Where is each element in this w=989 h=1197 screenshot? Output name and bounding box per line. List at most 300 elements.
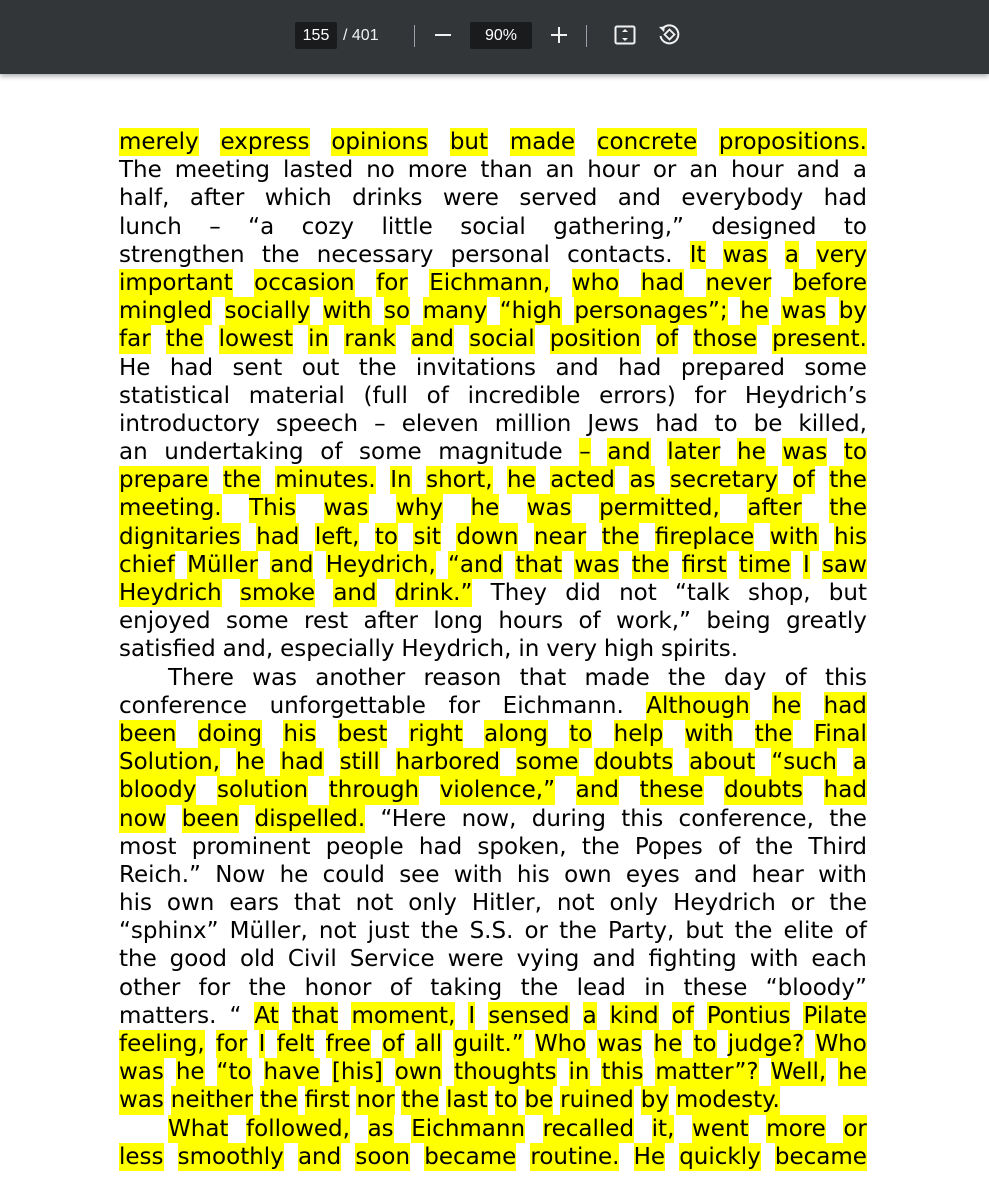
highlighted-word: for [215, 1031, 248, 1057]
word: the [668, 664, 706, 691]
zoom-in-icon [549, 25, 569, 45]
toolbar-divider [586, 25, 587, 47]
highlighted-word: near [533, 523, 587, 550]
word: “Here [380, 805, 447, 832]
word: reason [423, 664, 502, 691]
word: see [399, 861, 440, 888]
highlighted-word: and [607, 439, 651, 466]
highlighted-word: prepare [119, 467, 209, 494]
word: had [418, 833, 463, 860]
highlighted-word: followed, [246, 1115, 350, 1142]
highlighted-word: before [792, 269, 867, 296]
word: “sphinx” [119, 918, 219, 945]
word: this [825, 664, 867, 691]
highlighted-word: nor [356, 1087, 395, 1114]
word: meeting [174, 157, 271, 184]
text-line [119, 128, 867, 156]
word: had [169, 354, 214, 381]
word: with [818, 861, 867, 888]
highlighted-word: far [119, 326, 151, 353]
highlighted-word: recalled [542, 1115, 635, 1142]
text-line [119, 945, 867, 973]
highlighted-word: was [574, 551, 620, 578]
word: not [355, 890, 394, 917]
highlighted-word: short, [426, 467, 493, 494]
highlighted-word: dispelled. [254, 805, 366, 832]
text-line [119, 494, 867, 522]
word: his [516, 861, 550, 888]
highlighted-word: about [689, 749, 756, 776]
highlighted-word: he [653, 1031, 683, 1057]
highlighted-word: time [738, 551, 791, 578]
word: these [683, 974, 748, 1001]
word: eyes [625, 861, 680, 888]
text-line [119, 1143, 867, 1171]
word: that [519, 664, 567, 691]
highlighted-word: He [633, 1143, 666, 1170]
word: fighting [648, 946, 737, 973]
text-line [119, 1030, 867, 1058]
word: only [408, 890, 457, 917]
highlighted-word: bloody [119, 777, 197, 804]
word: with [453, 861, 503, 888]
word: spoken, [477, 833, 567, 860]
highlighted-word: smoothly [177, 1143, 284, 1170]
text-line [119, 692, 867, 720]
highlighted-word: express [220, 129, 310, 155]
highlighted-word: he [175, 1059, 205, 1086]
highlighted-word: At [254, 1002, 279, 1029]
word: honor [304, 974, 372, 1001]
highlighted-word: modesty. [675, 1087, 780, 1114]
word: some [225, 608, 289, 635]
word: work,” [616, 608, 691, 635]
word: very [546, 636, 598, 663]
word: elite [783, 918, 834, 945]
word: eleven [401, 410, 479, 437]
highlighted-word: doubts [724, 777, 804, 804]
highlighted-word: had [256, 523, 300, 550]
text-line [119, 833, 867, 861]
highlighted-word: had [823, 777, 867, 804]
highlighted-word: violence,” [439, 777, 556, 804]
word: little [381, 213, 433, 240]
text-line [119, 297, 867, 325]
word: prominent [191, 833, 311, 860]
word: (full [363, 382, 408, 409]
word: hour [730, 157, 784, 184]
highlighted-word: acted [550, 467, 615, 494]
highlighted-word: and [333, 580, 377, 606]
highlighted-word: that [515, 551, 563, 578]
highlighted-word: “high [499, 298, 562, 325]
highlighted-word: he [772, 692, 802, 719]
word: not [619, 580, 657, 606]
text-line [119, 1086, 867, 1114]
highlighted-word: best [337, 720, 388, 747]
word: an [689, 157, 718, 184]
highlighted-word: for [376, 269, 408, 296]
word: or [524, 918, 549, 945]
word: Heydrich’s [744, 382, 867, 409]
highlighted-word: I [258, 1031, 266, 1057]
word: Müller, [229, 918, 308, 945]
highlighted-word: routine. [530, 1143, 620, 1170]
document-page [119, 128, 867, 1171]
word: incredible [467, 382, 581, 409]
highlighted-word: fireplace [654, 523, 755, 550]
highlighted-word: why [396, 495, 443, 522]
highlighted-word: thoughts [454, 1059, 557, 1086]
word: some [359, 439, 422, 466]
highlighted-word: the [631, 551, 670, 578]
highlighted-word: matter”? [655, 1059, 759, 1086]
highlighted-word: chief [119, 551, 175, 578]
highlighted-word: but [449, 129, 489, 155]
text-line [119, 889, 867, 917]
highlighted-word: drink.” [394, 580, 473, 606]
highlighted-word: as [367, 1115, 394, 1142]
word: “a [248, 213, 275, 240]
text-line [119, 269, 867, 297]
text-line [119, 438, 867, 466]
zoom-out-button[interactable] [427, 19, 459, 51]
highlighted-word: Well, [770, 1059, 827, 1086]
highlighted-word: as [629, 467, 656, 494]
word: were [447, 946, 504, 973]
page-number-input[interactable]: 155 [295, 22, 337, 49]
word: introductory [119, 410, 260, 437]
highlighted-word: to [693, 1031, 717, 1057]
word: now, [461, 805, 517, 832]
highlighted-word: all [415, 1031, 443, 1057]
word: high [603, 636, 655, 663]
word: “talk [675, 580, 730, 606]
highlighted-word: he [838, 1059, 867, 1086]
word: the [829, 890, 867, 917]
highlighted-word: propositions. [718, 129, 867, 155]
highlighted-word: the [829, 495, 867, 522]
highlighted-word: through [328, 777, 420, 804]
text-line [119, 748, 867, 776]
highlighted-word: right [408, 720, 463, 747]
word: being [706, 608, 771, 635]
text-line [119, 551, 867, 579]
highlighted-word: of [671, 1002, 694, 1029]
word: the [520, 974, 559, 1001]
word: Now [215, 861, 266, 888]
highlighted-word: In [390, 467, 412, 494]
highlighted-word: Pilate [803, 1002, 867, 1029]
word: satisfied [119, 636, 216, 663]
word: most [119, 833, 177, 860]
highlighted-word: Heydrich [119, 580, 222, 606]
highlighted-word: mingled [119, 298, 213, 325]
highlighted-word: was [119, 1059, 164, 1086]
highlighted-word: with [769, 523, 819, 550]
highlighted-word: meeting. [119, 495, 222, 522]
word: not [556, 890, 595, 917]
word: another [315, 664, 406, 691]
highlighted-word: Pontius [706, 1002, 791, 1029]
word: his [119, 890, 152, 917]
highlighted-word: was [119, 1087, 164, 1114]
text-line [119, 664, 867, 692]
word: speech [276, 410, 359, 437]
word: Reich.” [119, 861, 201, 888]
word: spirits. [660, 636, 739, 663]
highlighted-word: doubts [594, 749, 674, 776]
word: cozy [301, 213, 355, 240]
word: They [490, 580, 548, 606]
highlighted-word: social [469, 326, 535, 353]
highlighted-word: the [165, 326, 204, 353]
highlighted-word: was [597, 1031, 643, 1057]
highlighted-word: own [394, 1059, 443, 1086]
highlighted-word: became [424, 1143, 517, 1170]
word: good [169, 946, 228, 973]
word: but [828, 580, 867, 606]
word: material [248, 382, 345, 409]
word: had [618, 354, 662, 381]
highlighted-word: first [681, 551, 727, 578]
highlighted-word: that [291, 1002, 339, 1029]
word: the [358, 354, 397, 381]
page-total: / 401 [343, 27, 379, 44]
highlighted-word: “and [448, 551, 504, 578]
highlighted-word: feeling, [119, 1031, 205, 1057]
word: for [448, 692, 481, 719]
highlighted-word: secretary [669, 467, 778, 494]
highlighted-word: the [260, 1087, 298, 1114]
word: personal [450, 241, 550, 268]
highlighted-word: last [446, 1087, 488, 1114]
word: The [119, 157, 162, 184]
word: served [519, 185, 598, 212]
highlighted-word: more [766, 1115, 826, 1142]
word: a [852, 157, 867, 184]
highlighted-word: those [693, 326, 758, 353]
zoom-level-input[interactable]: 90% [470, 22, 532, 49]
highlighted-word: rank [344, 326, 396, 353]
highlighted-word: still [339, 749, 380, 776]
word: were [442, 185, 499, 212]
word: and [555, 354, 599, 381]
word: Party, [607, 918, 675, 945]
text-line [119, 354, 867, 382]
word: and [694, 861, 738, 888]
highlighted-word: a [582, 1002, 597, 1029]
word: for [694, 382, 727, 409]
highlighted-word: the [601, 523, 640, 550]
highlighted-word: he [737, 439, 766, 466]
highlighted-word: later [667, 439, 721, 466]
word: the [261, 241, 300, 268]
word: lunch [119, 213, 182, 240]
highlighted-word: after [747, 495, 802, 522]
highlighted-word: it, [651, 1115, 675, 1142]
word: Service [349, 946, 435, 973]
highlighted-word: present. [772, 326, 867, 353]
highlighted-word: been [181, 805, 240, 832]
text-line [119, 1002, 867, 1030]
fit-page-icon [613, 23, 637, 47]
word: an [119, 439, 148, 466]
word: did [565, 580, 601, 606]
highlighted-word: down [456, 523, 519, 550]
zoom-in-button[interactable] [543, 19, 575, 51]
word: hour [587, 157, 640, 184]
word: matters. [119, 1002, 217, 1029]
highlighted-word: free [325, 1031, 371, 1057]
word: out [301, 354, 340, 381]
highlighted-word: less [119, 1143, 164, 1170]
word: Third [808, 833, 867, 860]
word: strengthen [119, 241, 245, 268]
fit-page-button[interactable] [609, 19, 641, 51]
word: vying [516, 946, 580, 973]
word: of [389, 974, 412, 1001]
word: and [592, 946, 636, 973]
word: some [804, 354, 867, 381]
word: to [843, 213, 867, 240]
word: He [119, 354, 151, 381]
highlighted-word: important [119, 269, 233, 296]
highlighted-word: concrete [596, 129, 698, 155]
word: of [320, 439, 343, 466]
word: with [749, 946, 799, 973]
highlighted-word: to [843, 439, 867, 466]
word: half, [119, 185, 170, 212]
highlighted-word: Final [813, 720, 867, 747]
word: he [279, 861, 309, 888]
word: during [531, 805, 606, 832]
highlighted-word: to [569, 720, 593, 747]
highlighted-word: with [684, 720, 734, 747]
word: and [617, 185, 661, 212]
word: killed, [798, 410, 867, 437]
highlighted-word: Solution, [119, 749, 221, 776]
highlighted-word: sit [413, 523, 441, 550]
word: hours [498, 608, 564, 635]
highlighted-word: smoke [239, 580, 316, 606]
text-line [119, 156, 867, 184]
highlighted-word: and [270, 551, 314, 578]
word: that [293, 890, 341, 917]
word: drinks [352, 185, 423, 212]
highlighted-word: Heydrich, [325, 551, 436, 578]
highlighted-word: had [823, 692, 867, 719]
highlighted-word: permitted, [599, 495, 720, 522]
word: be [753, 410, 783, 437]
highlighted-word: of [655, 326, 679, 353]
word: rest [304, 608, 349, 635]
highlighted-word: he [740, 298, 769, 325]
word: greatly [786, 608, 867, 635]
word: old [239, 946, 275, 973]
word: just [367, 918, 410, 945]
highlighted-word: this [601, 1059, 644, 1086]
highlighted-word: to [494, 1087, 518, 1114]
highlighted-word: or [843, 1115, 867, 1142]
word: long [433, 608, 483, 635]
highlighted-word: was [781, 298, 827, 325]
word: invitations [415, 354, 537, 381]
rotate-button[interactable] [653, 19, 685, 51]
highlighted-word: soon [355, 1143, 411, 1170]
highlighted-word: was [323, 495, 369, 522]
highlighted-word: personages”; [574, 298, 728, 325]
highlighted-word: was [782, 439, 828, 466]
highlighted-word: “to [216, 1059, 252, 1086]
text-line [119, 523, 867, 551]
text-line [119, 861, 867, 889]
word: ears [229, 890, 280, 917]
word: especially [280, 636, 395, 663]
word: or [652, 157, 677, 184]
word: enjoyed [119, 608, 211, 635]
word: other [119, 974, 181, 1001]
word: of [717, 833, 741, 860]
highlighted-word: have [263, 1059, 320, 1086]
word: lead [576, 974, 626, 1001]
word: and, [222, 636, 274, 663]
word: for [198, 974, 231, 1001]
highlighted-word: kind [609, 1002, 659, 1029]
text-line [119, 1058, 867, 1086]
highlighted-word: the [223, 467, 261, 494]
highlighted-word: Who [815, 1031, 867, 1057]
highlighted-word: neither [170, 1087, 254, 1114]
word: the [248, 974, 287, 1001]
text-line [119, 184, 867, 212]
highlighted-word: [his] [331, 1059, 383, 1086]
highlighted-word: the [829, 467, 867, 494]
word: hear [751, 861, 804, 888]
word: only [609, 890, 659, 917]
text-line [119, 974, 867, 1002]
pdf-toolbar [0, 0, 989, 74]
word: the [829, 805, 867, 832]
word: unforgettable [269, 692, 426, 719]
word: own [166, 890, 215, 917]
word: errors) [599, 382, 676, 409]
highlighted-word: lowest [218, 326, 294, 353]
highlighted-word: these [639, 777, 704, 804]
highlighted-word: was [722, 241, 768, 268]
word: than [480, 157, 533, 184]
word: this [621, 805, 664, 832]
highlighted-word: to [374, 523, 398, 550]
highlighted-word: was [526, 495, 572, 522]
zoom-out-icon [433, 25, 453, 45]
highlighted-word: What [168, 1115, 229, 1142]
text-line [119, 241, 867, 269]
text-line [119, 720, 867, 748]
highlighted-word: his [283, 720, 317, 747]
word: – [209, 213, 221, 240]
highlighted-word: never [705, 269, 772, 296]
word: or [790, 890, 815, 917]
highlighted-word: had [640, 269, 685, 296]
word: conference [119, 692, 248, 719]
word: everybody [681, 185, 804, 212]
highlighted-word: who [571, 269, 620, 296]
word: Civil [287, 946, 337, 973]
text-line [119, 579, 867, 607]
highlighted-word: went [692, 1115, 749, 1142]
word: had [823, 185, 867, 212]
